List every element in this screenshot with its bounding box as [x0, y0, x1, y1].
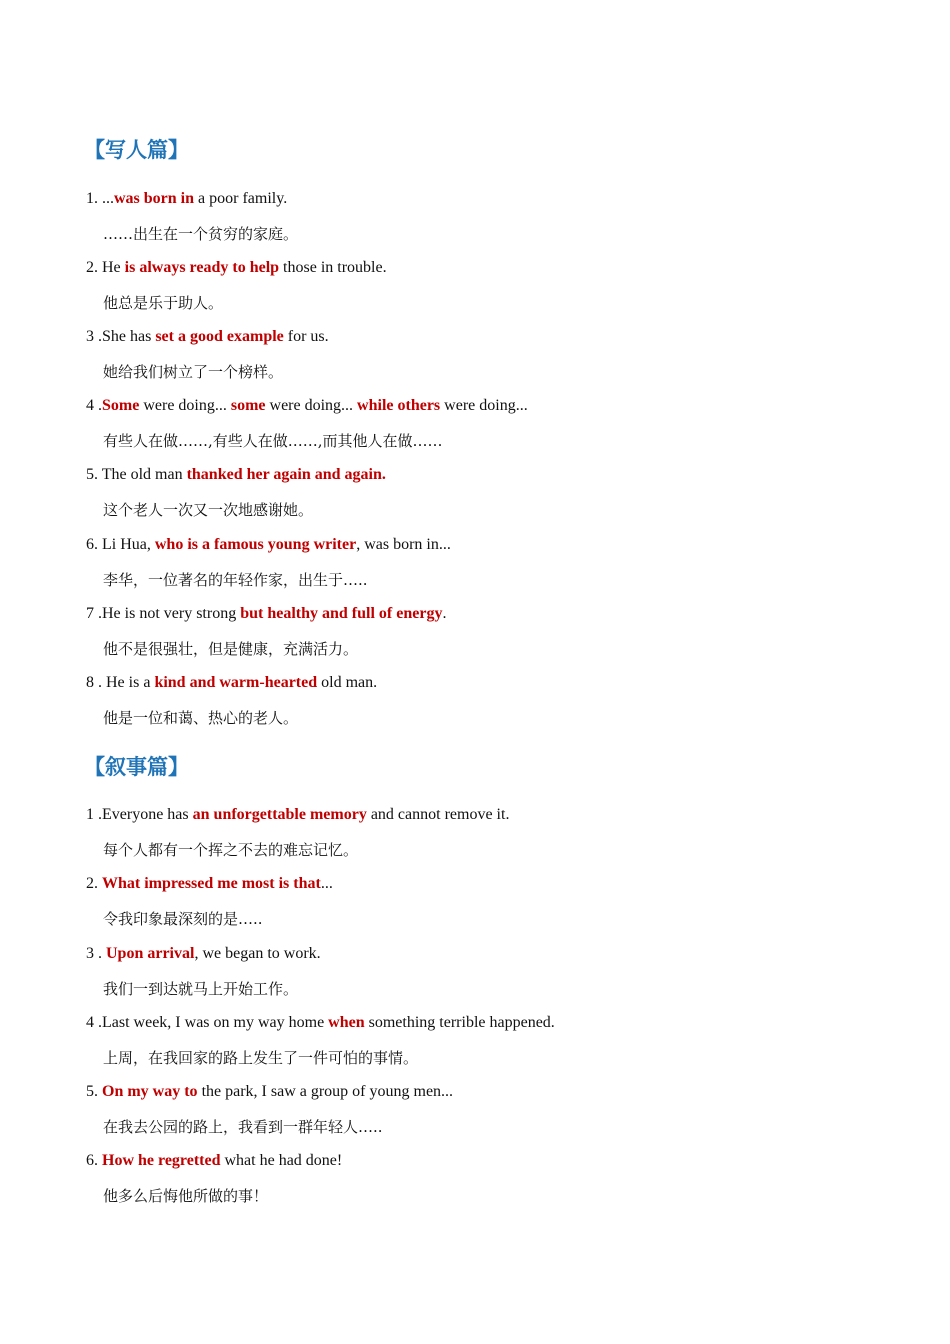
sentence-english: [86, 1082, 453, 1102]
sentence-english: [86, 327, 329, 347]
sentence-text: 4 .: [86, 397, 102, 414]
sentence-text: something terrible happened.: [364, 1014, 555, 1031]
sentence-text: what he had done!: [220, 1152, 343, 1169]
sentence-text: were doing...: [265, 397, 358, 414]
sentence-text: 1 .Everyone has: [86, 806, 193, 823]
highlighted-phrase: On my way to: [102, 1083, 198, 1100]
sentence-translation: 上周，在我回家的路上发生了一件可怕的事情。: [103, 1049, 419, 1067]
sentence-translation: 每个人都有一个挥之不去的难忘记忆。: [103, 841, 359, 859]
sentence-translation: 他是一位和蔼、热心的老人。: [103, 709, 299, 727]
sentence-translation: 他不是很强壮，但是健康，充满活力。: [103, 640, 359, 658]
highlighted-phrase: set a good example: [155, 328, 284, 345]
sentence-english: [86, 1013, 555, 1033]
sentence-text: the park, I saw a group of young men...: [197, 1083, 454, 1100]
sentence-text: 6. Li Hua,: [86, 536, 155, 553]
sentence-english: [86, 673, 377, 693]
sentence-text: 5. The old man: [86, 466, 187, 483]
sentence-text: 6.: [86, 1152, 102, 1169]
sentence-translation: 有些人在做……,有些人在做……,而其他人在做……: [103, 432, 443, 450]
sentence-text: were doing...: [139, 397, 231, 414]
highlighted-phrase: Upon arrival: [106, 945, 195, 962]
sentence-translation: ……出生在一个贫穷的家庭。: [103, 225, 299, 243]
sentence-translation: 李华，一位著名的年轻作家，出生于…..: [103, 571, 368, 589]
highlighted-phrase: thanked her again and again.: [186, 466, 386, 483]
highlighted-phrase: is always ready to help: [124, 259, 280, 276]
sentence-english: [86, 258, 387, 278]
sentence-text: , was born in...: [356, 536, 451, 553]
highlighted-phrase: What impressed me most is that: [102, 875, 321, 892]
sentence-english: [86, 535, 451, 555]
sentence-translation: 她给我们树立了一个榜样。: [103, 363, 284, 381]
highlighted-phrase: who is a famous young writer: [154, 536, 357, 553]
highlighted-phrase: How he regretted: [102, 1152, 221, 1169]
sentence-text: 3 .: [86, 945, 106, 962]
highlighted-phrase: some: [230, 397, 266, 414]
sentence-translation: 他总是乐于助人。: [103, 294, 224, 312]
sentence-translation: 令我印象最深刻的是…..: [103, 910, 263, 928]
sentence-text: 7 .He is not very strong: [86, 605, 241, 622]
highlighted-phrase: Some: [102, 397, 140, 414]
highlighted-phrase: an unforgettable memory: [192, 806, 367, 823]
sentence-english: [86, 944, 321, 964]
sentence-english: [86, 805, 509, 825]
sentence-english: [86, 1151, 342, 1171]
sentence-text: 5.: [86, 1083, 102, 1100]
highlighted-phrase: when: [328, 1014, 365, 1031]
sentence-text: and cannot remove it.: [366, 806, 510, 823]
sentence-text: 8 . He is a: [86, 674, 155, 691]
sentence-text: those in trouble.: [279, 259, 387, 276]
highlighted-phrase: kind and warm-hearted: [154, 674, 318, 691]
section-title: 【写人篇】: [84, 138, 189, 162]
sentence-english: [86, 874, 333, 894]
sentence-text: old man.: [317, 674, 378, 691]
sentence-english: [86, 189, 287, 209]
sentence-translation: 在我去公园的路上，我看到一群年轻人…..: [103, 1118, 383, 1136]
sentence-text: 4 .Last week, I was on my way home: [86, 1014, 329, 1031]
sentence-text: .: [442, 605, 447, 622]
sentence-translation: 他多么后悔他所做的事！: [103, 1187, 269, 1205]
sentence-translation: 我们一到达就马上开始工作。: [103, 980, 299, 998]
section-title: 【叙事篇】: [84, 755, 189, 779]
sentence-text: a poor family.: [194, 190, 288, 207]
sentence-english: [86, 604, 446, 624]
highlighted-phrase: while others: [357, 397, 441, 414]
sentence-translation: 这个老人一次又一次地感谢她。: [103, 501, 314, 519]
sentence-text: were doing...: [440, 397, 528, 414]
sentence-text: , we began to work.: [194, 945, 321, 962]
highlighted-phrase: was born in: [114, 190, 195, 207]
sentence-text: 3 .She has: [86, 328, 156, 345]
sentence-text: 2. He: [86, 259, 125, 276]
sentence-text: ...: [320, 875, 333, 892]
highlighted-phrase: but healthy and full of energy: [240, 605, 443, 622]
sentence-text: 2.: [86, 875, 102, 892]
sentence-english: [86, 396, 528, 416]
sentence-english: [86, 465, 386, 485]
sentence-text: for us.: [283, 328, 329, 345]
sentence-text: 1. ...: [86, 190, 114, 207]
